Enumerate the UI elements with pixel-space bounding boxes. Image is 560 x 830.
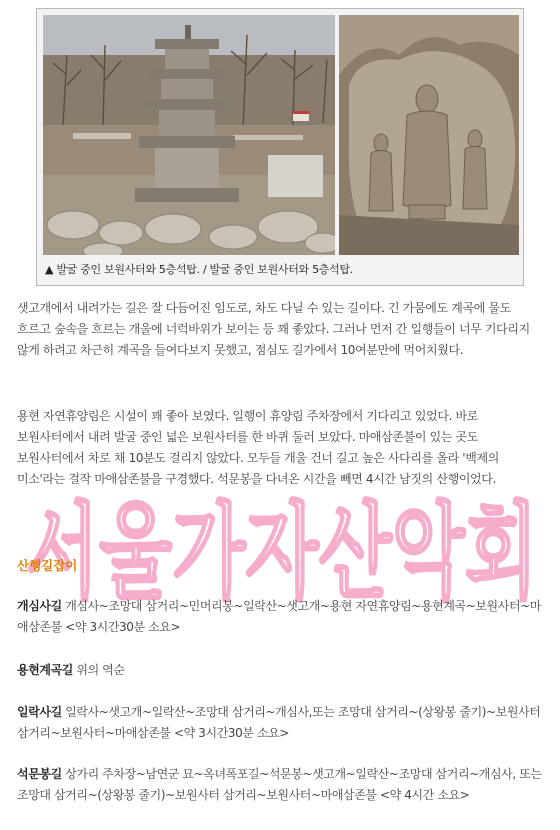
route-item — [17, 660, 549, 681]
section-title: 산행길잡이 — [17, 558, 78, 573]
buddha-relief-photo — [339, 15, 519, 255]
route-name: 용현계곡길 — [17, 663, 73, 677]
watermark-text: 서울가자산악회 — [26, 491, 538, 613]
route-item — [17, 764, 549, 806]
route-desc: 위의 역순 — [72, 663, 125, 677]
route-name: 일락사길 — [17, 705, 62, 719]
route-desc: 개심사~조망대 삼거리~민머리봉~일락산~샛고개~용현 자연휴양림~용현계곡~보원사터~마애삼존불 <약 3시간30분 소요> — [17, 599, 541, 634]
photo-figure — [36, 8, 524, 286]
paragraph: 용현 자연휴양림은 시설이 꽤 좋아 보였다. 일행이 휴양림 주차장에서 기다리고 있었다. 바로 보원사터에서 내려 발굴 중인 넓은 보원사터를 한 바퀴 둘러 보았다. 마애삼존불이 있는 곳도 보원사터에서 차로 채 10분도 걸리지 않았다. 모두들 개울 건너 길고 높은 사다리를 올라 '백제의 미소'라는 걸작 마애삼존불을 구경했다. 석문봉을 다녀온 시간을 빼면 4시간 남짓의 산행이었다. — [17, 409, 499, 486]
route-item — [17, 702, 549, 744]
paragraph: 샛고개에서 내려가는 길은 잘 다듬어진 임도로, 차도 다닐 수 있는 길이다. 긴 가뭄에도 계곡에 물도 흐르고 숲속을 흐르는 개울에 너럭바위가 보이는 등 꽤 좋았다. 그러나 먼저 간 일행들이 너무 기다리지 않게 하려고 차근히 계곡을 들여다보지 못했고, 점심도 길가에서 10여분만에 먹어치웠다. — [17, 301, 530, 357]
route-name: 개심사길 — [17, 599, 62, 613]
pagoda-photo — [43, 15, 335, 255]
route-desc: 일락사~샛고개~일락산~조망대 삼거리~개심사,또는 조망대 삼거리~(상왕봉 줄기)~보원사터 삼거리~보원사터~마애삼존불 <약 3시간30분 소요> — [17, 705, 541, 740]
route-item — [17, 596, 549, 638]
route-name: 석문봉길 — [17, 767, 62, 781]
photo-caption: ▲ 발굴 중인 보원사터와 5층석탑. / 발굴 중인 보원사터와 5층석탑. — [45, 263, 353, 276]
route-desc: 상가리 주차장~남연군 묘~옥녀폭포길~석문봉~샛고개~일락산~조망대 삼거리~개심사, 또는 조망대 삼거리~(상왕봉 줄기)~보원사터 삼거리~보원사터~마애삼존불 <약 4시간 소요> — [17, 767, 542, 802]
